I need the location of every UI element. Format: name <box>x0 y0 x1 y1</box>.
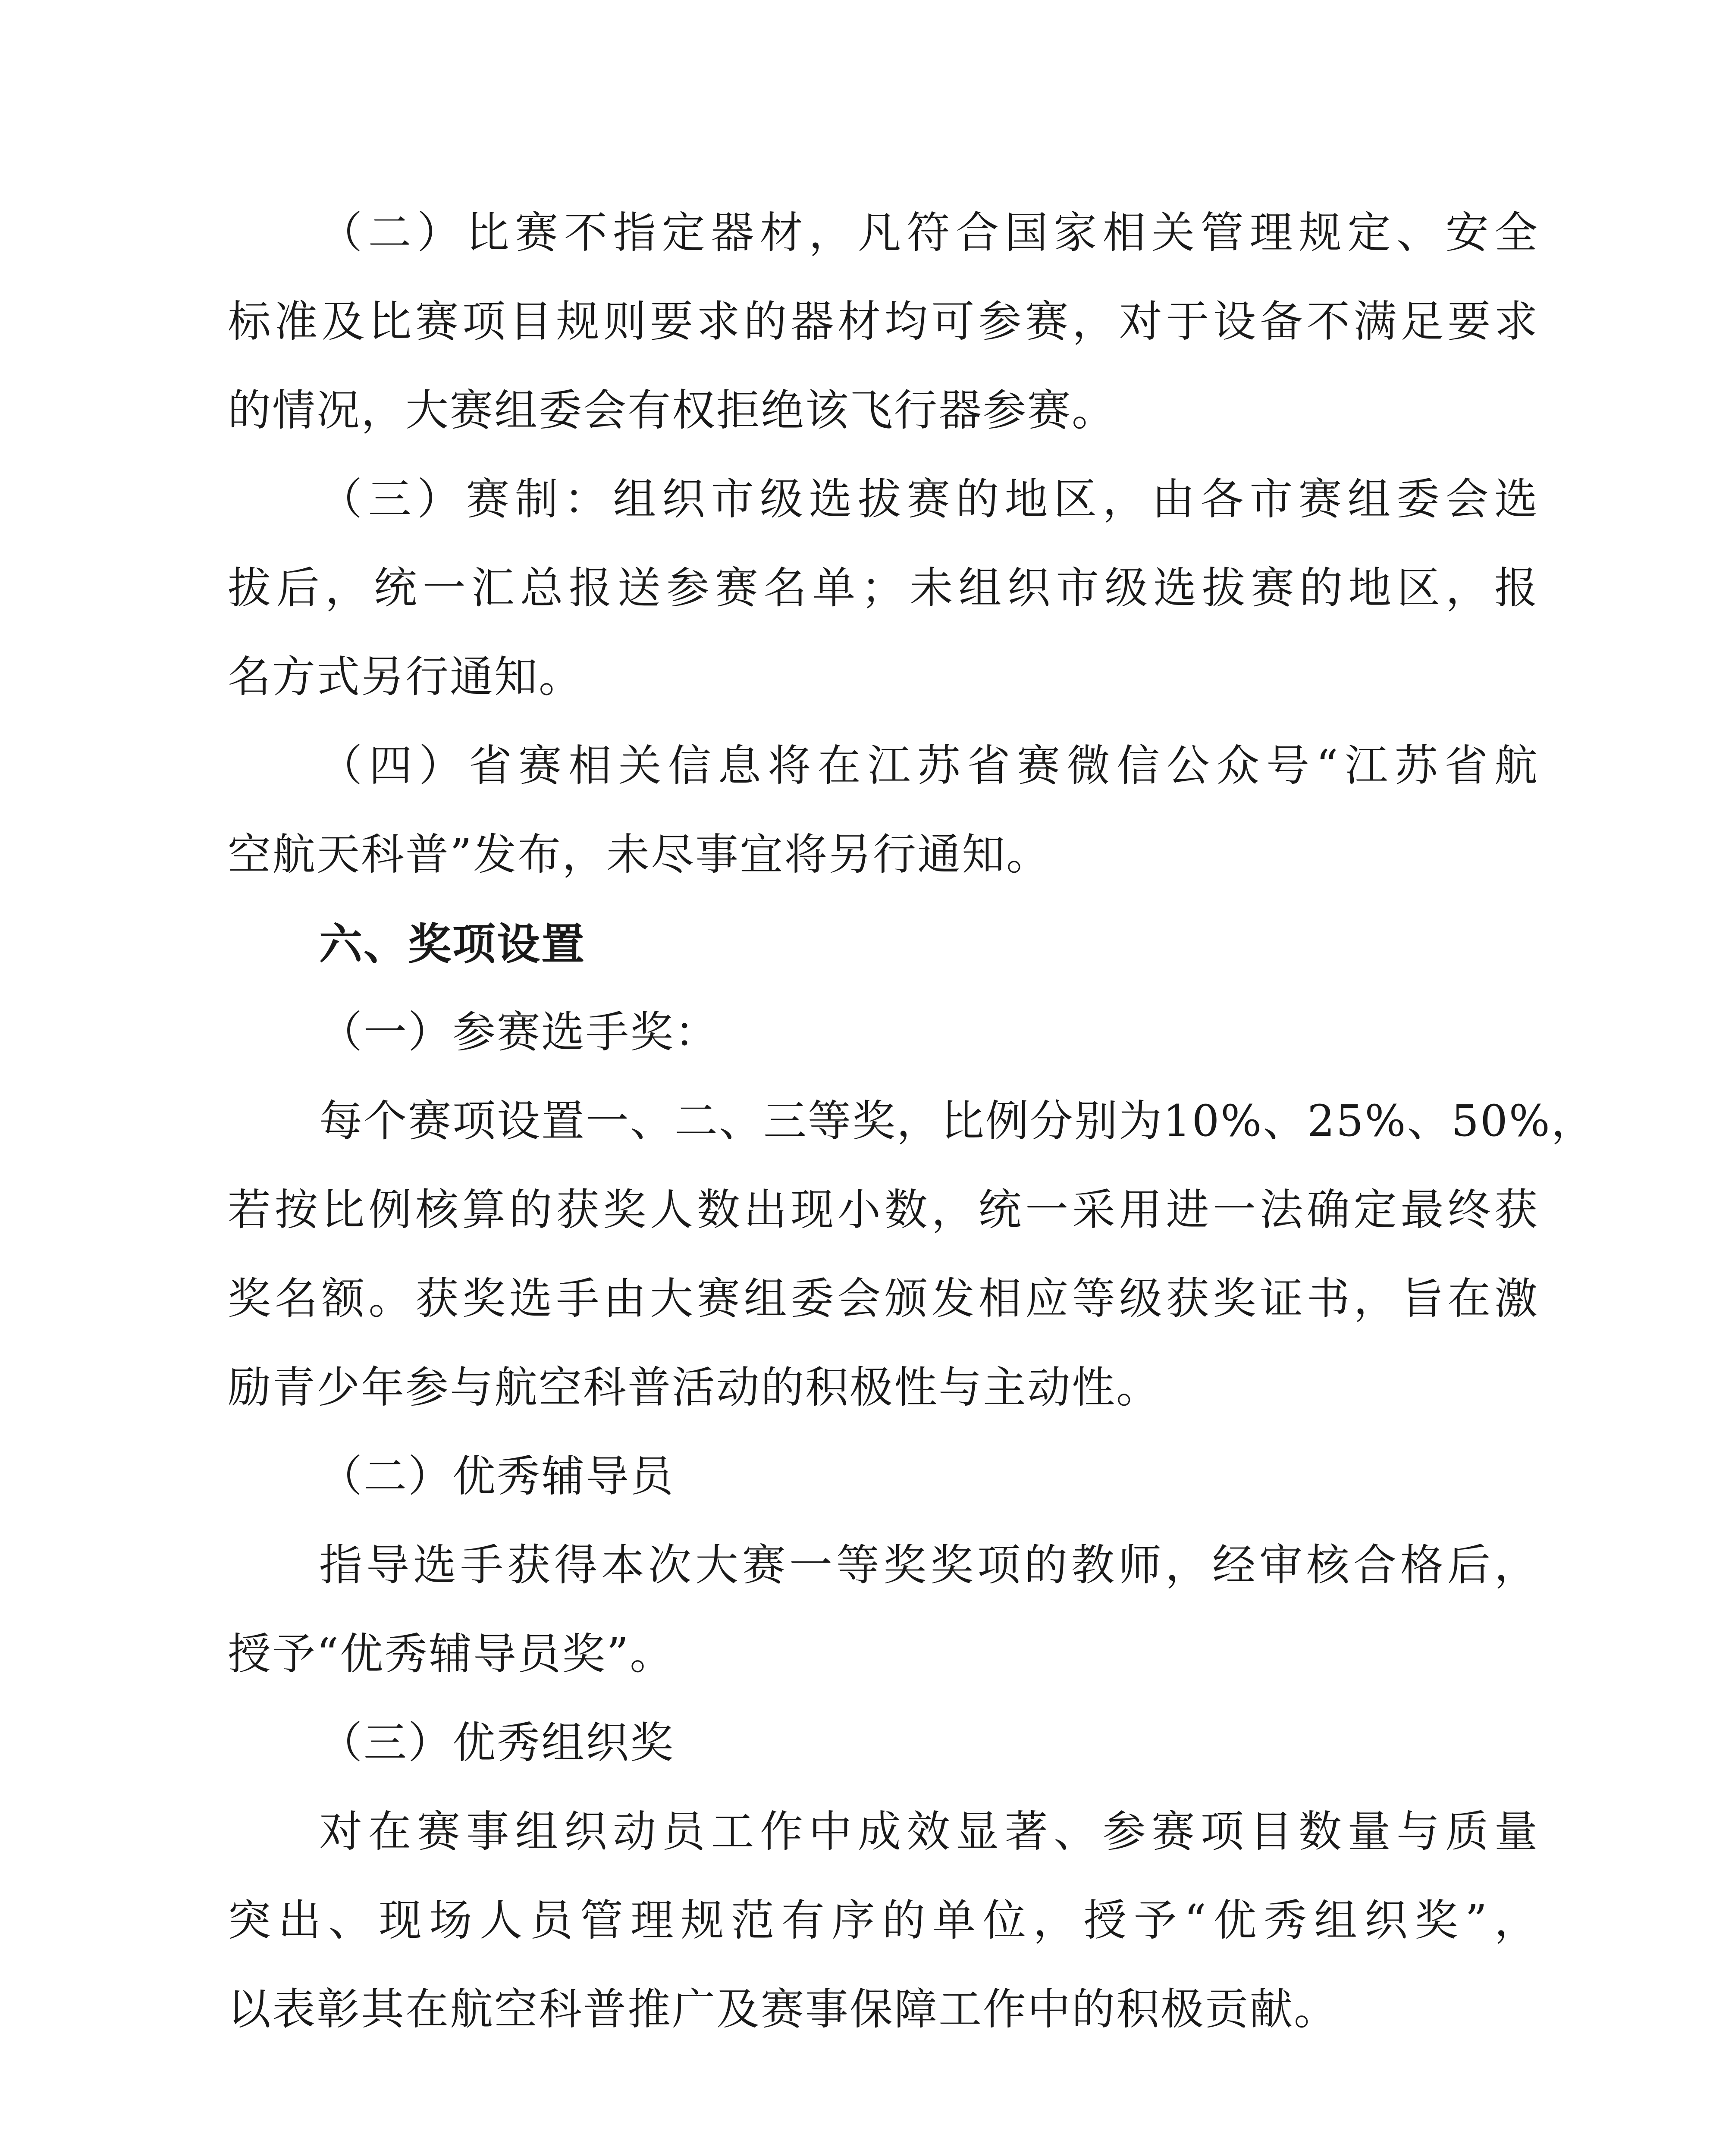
paragraph-2-line-1: （二）比赛不指定器材，凡符合国家相关管理规定、安全 <box>319 207 1539 258</box>
award-2-title: （二）优秀辅导员 <box>319 1451 675 1501</box>
award-3-title: （三）优秀组织奖 <box>319 1717 675 1768</box>
award-1-line-1: 每个赛项设置一、二、三等奖，比例分别为10%、25%、50%， <box>319 1096 1596 1146</box>
award-1-line-4: 励青少年参与航空科普活动的积极性与主动性。 <box>228 1362 1161 1413</box>
paragraph-3-line-1: （三）赛制：组织市级选拔赛的地区，由各市赛组委会选 <box>319 474 1539 524</box>
paragraph-4-line-2: 空航天科普”发布，未尽事宜将另行通知。 <box>228 829 1051 880</box>
paragraph-3-line-2: 拔后，统一汇总报送参赛名单；未组织市级选拔赛的地区，报 <box>228 563 1539 613</box>
paragraph-3-line-3: 名方式另行通知。 <box>228 652 583 702</box>
section-heading: 六、奖项设置 <box>319 919 586 969</box>
award-1-line-3: 奖名额。获奖选手由大赛组委会颁发相应等级获奖证书，旨在激 <box>228 1273 1539 1324</box>
award-2-line-1: 指导选手获得本次大赛一等奖奖项的教师，经审核合格后， <box>319 1540 1539 1590</box>
award-3-line-2: 突出、现场人员管理规范有序的单位，授予“优秀组织奖”， <box>228 1895 1539 1946</box>
award-2-line-2: 授予“优秀辅导员奖”。 <box>228 1629 675 1679</box>
paragraph-2-line-2: 标准及比赛项目规则要求的器材均可参赛，对于设备不满足要求 <box>228 296 1539 347</box>
award-1-title: （一）参赛选手奖： <box>319 1007 719 1057</box>
award-3-line-3: 以表彰其在航空科普推广及赛事保障工作中的积极贡献。 <box>228 1984 1338 2034</box>
award-1-line-2: 若按比例核算的获奖人数出现小数，统一采用进一法确定最终获 <box>228 1185 1539 1235</box>
paragraph-4-line-1: （四）省赛相关信息将在江苏省赛微信公众号“江苏省航 <box>319 740 1539 791</box>
paragraph-2-line-3: 的情况，大赛组委会有权拒绝该飞行器参赛。 <box>228 385 1116 436</box>
award-3-line-1: 对在赛事组织动员工作中成效显著、参赛项目数量与质量 <box>319 1806 1539 1857</box>
